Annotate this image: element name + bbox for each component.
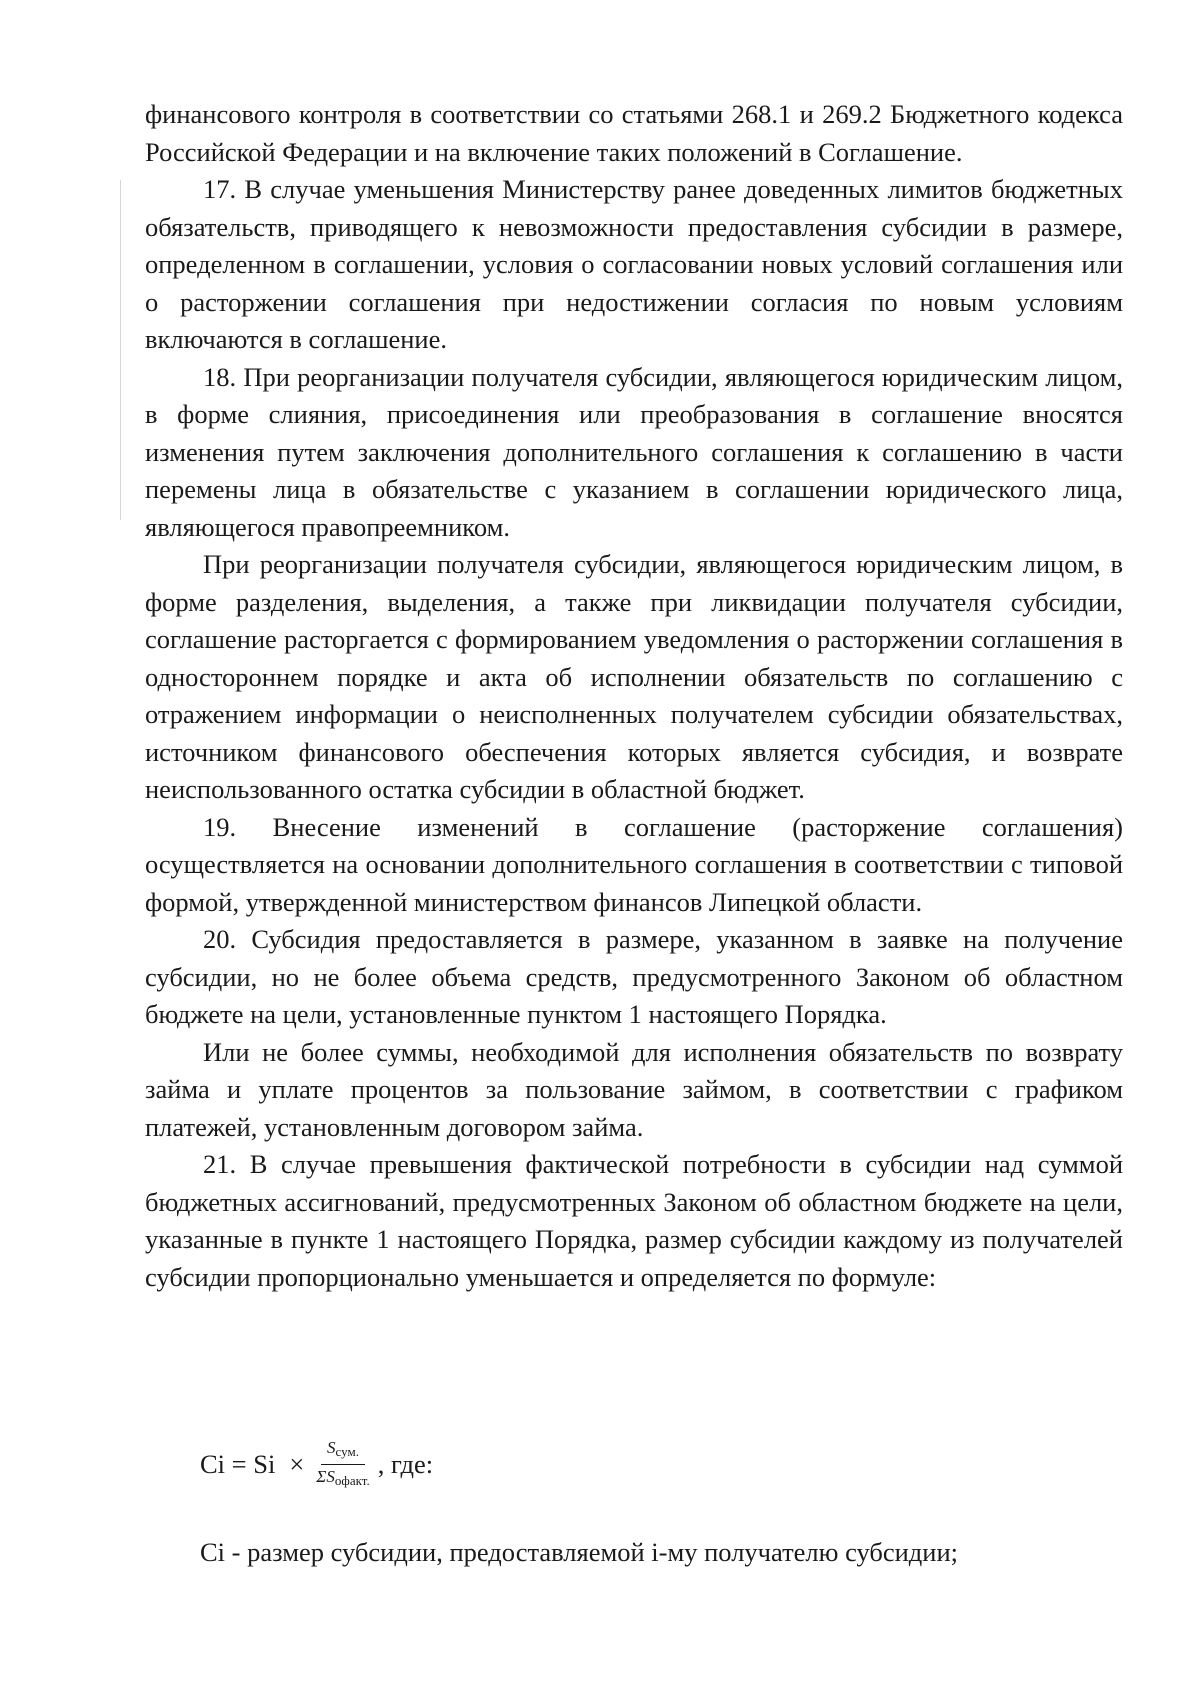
paragraph-16-continuation: финансового контроля в соответствии со статьями 268.1 и 269.2 Бюджетного кодекса Российской Федерации и на включение таких положений в Соглашение.	[145, 99, 1123, 167]
scan-margin-line	[120, 180, 121, 520]
formula-times-sign: ×	[289, 1449, 305, 1479]
paragraph-18: 18. При реорганизации получателя субсидии, являющегося юридическим лицом, в форме слияния, присоединения или преобразования в соглашение вносятся изменения путем заключения дополнительного соглашения к соглашению в части перемены лица в обязательстве с указанием в соглашении юридического лица, являющегося правопреемником.	[145, 361, 1123, 542]
formula-definition-ci: Ci - размер субсидии, предоставляемой i-му получателю субсидии;	[200, 1537, 959, 1567]
paragraph-18-part-2: При реорганизации получателя субсидии, являющегося юридическим лицом, в форме разделения, выделения, а также при ликвидации получателя субсидии, соглашение расторгается с формированием уведомления о расторжении соглашения в одностороннем порядке и акта об исполнении обязательств по соглашению с отражением информации о неисполненных получателем субсидии обязательствах, источником финансового обеспечения которых является субсидия, и возврате неиспользованного остатка субсидии в областной бюджет.	[145, 549, 1123, 804]
paragraph-20: 20. Субсидия предоставляется в размере, указанном в заявке на получение субсидии, но не более объема средств, предусмотренного Законом об областном бюджете на цели, установленные пунктом 1 настоящего Порядка.	[145, 924, 1123, 1029]
numerator-symbol: S	[327, 1438, 336, 1457]
paragraph-21: 21. В случае превышения фактической потребности в субсидии над суммой бюджетных ассигнований, предусмотренных Законом об областном бюджете на цели, указанные в пункте 1 настоящего Порядка, размер субсидии каждому из получателей субсидии пропорционально уменьшается и определяется по формуле:	[145, 1149, 1123, 1292]
formula-numerator	[321, 1438, 365, 1465]
denominator-symbol: ΣS	[316, 1467, 335, 1486]
formula-lhs: Ci = Si	[200, 1449, 276, 1479]
subsidy-formula	[200, 1438, 433, 1491]
denominator-subscript: офакт.	[334, 1473, 370, 1488]
numerator-subscript: сум.	[335, 1444, 359, 1459]
paragraph-20-part-2: Или не более суммы, необходимой для исполнения обязательств по возврату займа и уплате процентов за пользование займом, в соответствии с графиком платежей, установленным договором займа.	[145, 1036, 1123, 1142]
formula-denominator	[312, 1465, 373, 1491]
paragraph-19: 19. Внесение изменений в соглашение (расторжение соглашения) осуществляется на основании дополнительного соглашения в соответствии с типовой формой, утвержденной министерством финансов Липецкой области.	[145, 811, 1123, 917]
formula-tail: , где:	[377, 1449, 434, 1479]
formula-fraction	[312, 1438, 373, 1491]
document-body	[145, 96, 1123, 1296]
paragraph-17: 17. В случае уменьшения Министерству ранее доведенных лимитов бюджетных обязательств, приводящего к невозможности предоставления субсидии в размере, определенном в соглашении, условия о согласовании новых условий соглашения или о расторжении соглашения при недостижении согласия по новым условиям включаются в соглашение.	[145, 174, 1123, 354]
